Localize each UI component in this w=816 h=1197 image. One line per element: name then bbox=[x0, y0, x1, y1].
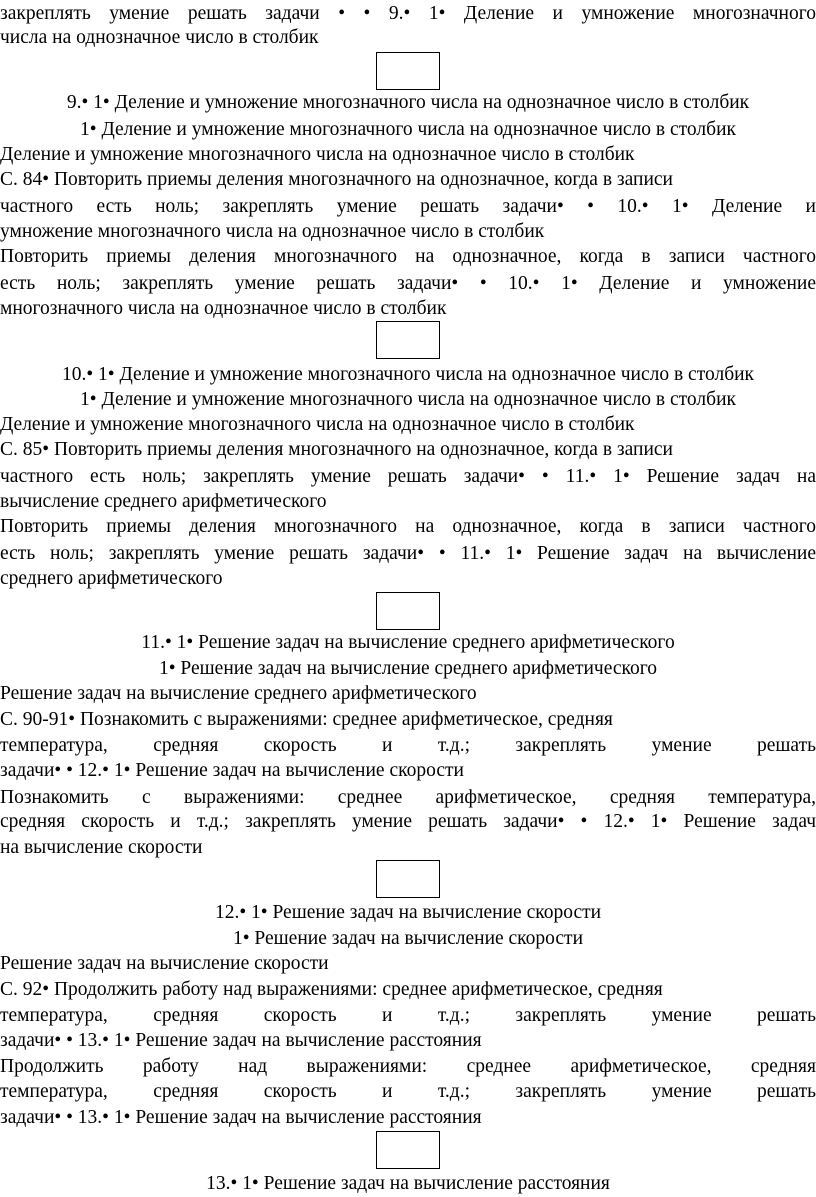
text-line: умножение многозначного числа на однозначное число в столбик bbox=[0, 221, 545, 242]
text-line: числа на однозначное число в столбик bbox=[0, 27, 319, 48]
text-line: С. 92• Продолжить работу над выражениями: среднее арифметическое, средняя bbox=[0, 979, 663, 1000]
text-line: С. 90-91• Познакомить с выражениями: среднее арифметическое, средняя bbox=[0, 709, 613, 730]
text-line: Решение задач на вычисление скорости bbox=[0, 953, 329, 974]
text-line: 1• Решение задач на вычисление скорости bbox=[232, 928, 584, 949]
text-line: С. 84• Повторить приемы деления многозначного на однозначное, когда в записи bbox=[0, 169, 673, 190]
text-line: многозначного числа на однозначное число в столбик bbox=[0, 298, 447, 319]
text-line: закреплять умение решать задачи • • 9.• 1• Деление и умножение многозначного bbox=[0, 3, 816, 24]
text-line: 9.• 1• Деление и умножение многозначного числа на однозначное число в столбик bbox=[66, 92, 750, 113]
text-line: 1• Решение задач на вычисление среднего арифметического bbox=[158, 658, 658, 679]
text-line: среднего арифметического bbox=[0, 568, 223, 589]
text-line: 13.• 1• Решение задач на вычисление расстояния bbox=[206, 1173, 610, 1194]
text-line: частного есть ноль; закреплять умение решать задачи• • 10.• 1• Деление и bbox=[0, 196, 816, 217]
text-line: на вычисление скорости bbox=[0, 837, 203, 858]
text-line: Решение задач на вычисление среднего арифметического bbox=[0, 683, 477, 704]
text-line: частного есть ноль; закреплять умение решать задачи• • 11.• 1• Решение задач на bbox=[0, 466, 816, 487]
text-line: Повторить приемы деления многозначного на однозначное, когда в записи частного bbox=[0, 246, 816, 267]
text-line: средняя скорость и т.д.; закреплять умение решать задачи• • 12.• 1• Решение задач bbox=[0, 811, 816, 832]
text-line: Деление и умножение многозначного числа на однозначное число в столбик bbox=[0, 144, 635, 165]
text-line: задачи• • 13.• 1• Решение задач на вычисление расстояния bbox=[0, 1030, 482, 1051]
empty-box bbox=[376, 592, 440, 630]
text-line: есть ноль; закреплять умение решать задачи• • 10.• 1• Деление и умножение bbox=[0, 273, 816, 294]
empty-box bbox=[376, 321, 440, 359]
text-line: температура, средняя скорость и т.д.; закреплять умение решать bbox=[0, 1081, 816, 1102]
text-line: 10.• 1• Деление и умножение многозначного числа на однозначное число в столбик bbox=[61, 364, 755, 385]
text-line: Познакомить с выражениями: среднее арифметическое, средняя температура, bbox=[0, 787, 816, 808]
text-line: 1• Деление и умножение многозначного числа на однозначное число в столбик bbox=[80, 119, 736, 140]
text-line: температура, средняя скорость и т.д.; закреплять умение решать bbox=[0, 1005, 816, 1026]
empty-box bbox=[376, 860, 440, 898]
text-line: вычисление среднего арифметического bbox=[0, 491, 327, 512]
text-line: 11.• 1• Решение задач на вычисление среднего арифметического bbox=[141, 632, 675, 653]
text-line: задачи• • 13.• 1• Решение задач на вычисление расстояния bbox=[0, 1107, 482, 1128]
text-line: С. 85• Повторить приемы деления многозначного на однозначное, когда в записи bbox=[0, 439, 673, 460]
text-line: Продолжить работу над выражениями: среднее арифметическое, средняя bbox=[0, 1056, 816, 1077]
text-line: 12.• 1• Решение задач на вычисление скорости bbox=[214, 902, 602, 923]
empty-box bbox=[376, 1131, 440, 1169]
text-line: Деление и умножение многозначного числа на однозначное число в столбик bbox=[0, 414, 635, 435]
text-line: задачи• • 12.• 1• Решение задач на вычисление скорости bbox=[0, 760, 464, 781]
empty-box bbox=[376, 52, 440, 90]
text-line: Повторить приемы деления многозначного на однозначное, когда в записи частного bbox=[0, 516, 816, 537]
text-line: 1• Деление и умножение многозначного числа на однозначное число в столбик bbox=[80, 389, 736, 410]
text-line: температура, средняя скорость и т.д.; закреплять умение решать bbox=[0, 735, 816, 756]
text-line: есть ноль; закреплять умение решать задачи• • 11.• 1• Решение задач на вычисление bbox=[0, 543, 816, 564]
